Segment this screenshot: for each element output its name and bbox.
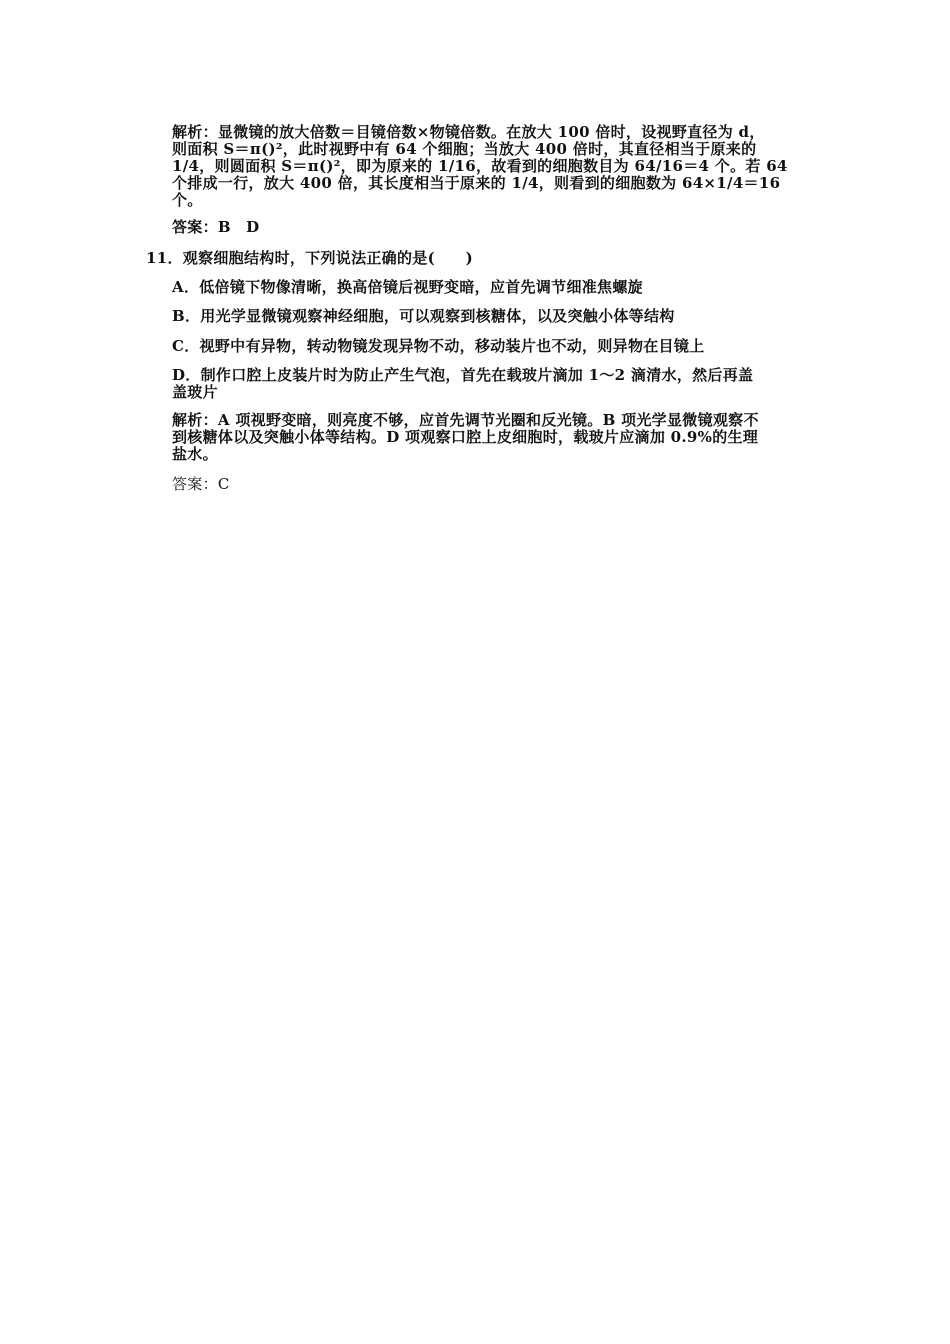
q11-option-a: A．低倍镜下物像清晰，换高倍镜后视野变暗，应首先调节细准焦螺旋	[172, 278, 643, 296]
q11-option-b: B．用光学显微镜观察神经细胞，可以观察到核糖体，以及突触小体等结构	[172, 307, 675, 325]
q11-option-c: C．视野中有异物，转动物镜发现异物不动，移动装片也不动，则异物在目镜上	[172, 337, 705, 355]
q11-option-d: D．制作口腔上皮装片时为防止产生气泡，首先在载玻片滴加 1～2 滴清水，然后再盖 盖玻片	[172, 366, 754, 401]
q11-question: 11．观察细胞结构时，下列说法正确的是( )	[146, 249, 473, 267]
q10-explanation: 解析：显微镜的放大倍数＝目镜倍数×物镜倍数。在放大 100 倍时，设视野直径为 d， 则面积 S＝π()²，此时视野中有 64 个细胞；当放大 400 倍时，其直径相当于原来的 1/4，则圆面积 S＝π()²，即为原来的 1/16，故看到的细胞数目为 64/16＝4 个。若 64 个排成一行，放大 400 倍，其长度相当于原来的 1/4，则看到的细胞数为 64×1/4＝16 个。	[172, 123, 788, 209]
q10-answer: 答案：B D	[172, 218, 260, 236]
q11-answer: 答案：C	[172, 475, 230, 493]
q11-explanation: 解析：A 项视野变暗，则亮度不够，应首先调节光圈和反光镜。B 项光学显微镜观察不 到核糖体以及突触小体等结构。D 项观察口腔上皮细胞时，载玻片应滴加 0.9%的生理 盐水。	[172, 411, 759, 463]
